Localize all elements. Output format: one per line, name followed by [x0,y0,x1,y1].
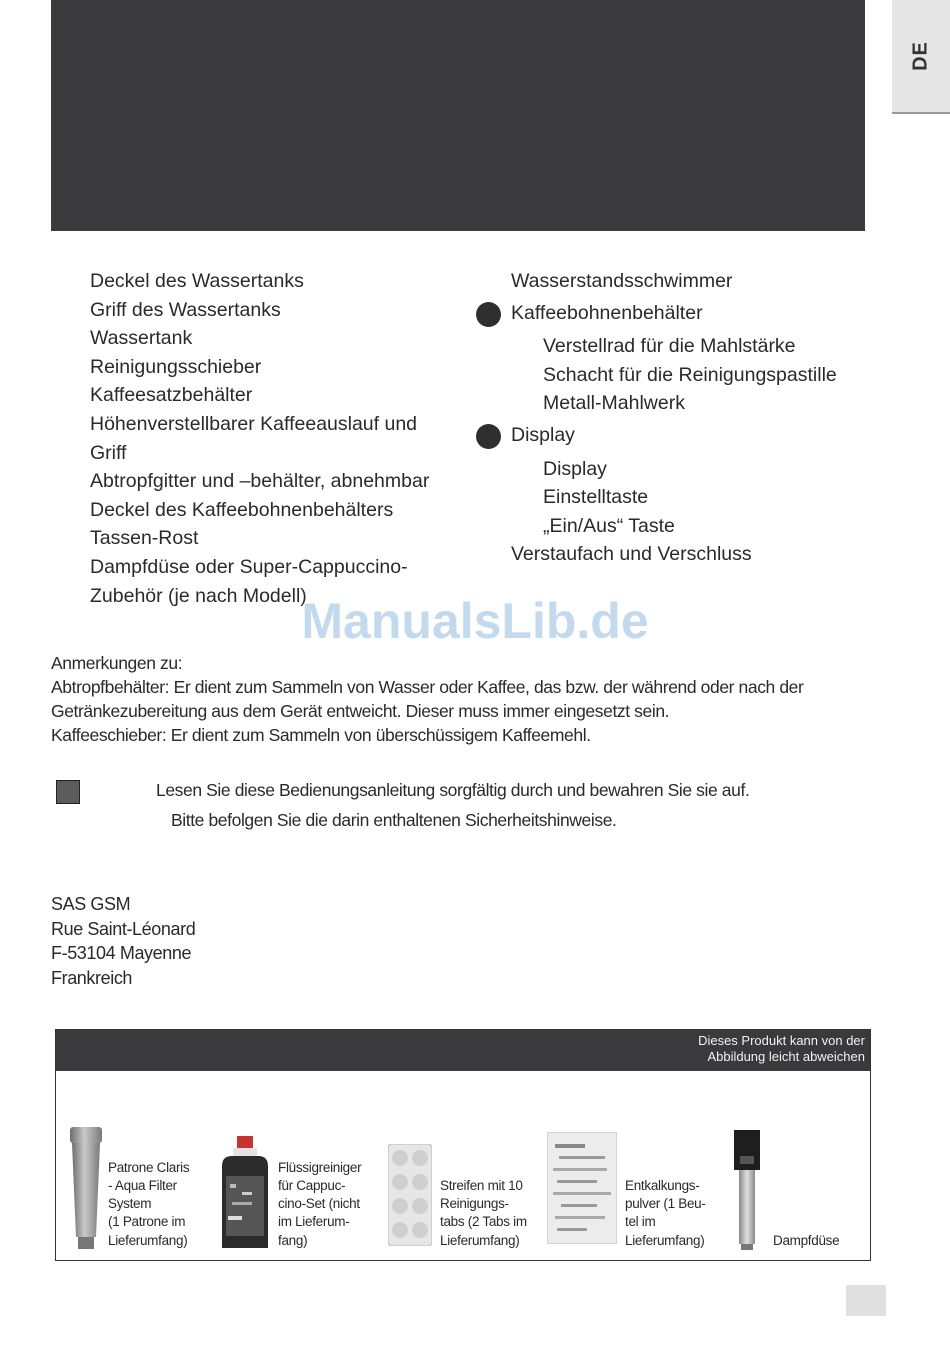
part-item: Dampfdüse oder Super-Cappuccino- [90,555,408,578]
accessory-text: Lieferumfang) [625,1232,705,1248]
accessory-text: Dampfdüse [773,1232,840,1248]
language-tab-label: DE [909,41,932,71]
accessories-header [56,1030,870,1071]
address-line: SAS GSM [51,894,131,914]
part-item: Griff [90,441,127,464]
accessory-text: (1 Patrone im [108,1214,186,1230]
part-item: Wassertank [90,327,193,350]
part-subitem: Einstelltaste [543,486,649,509]
warning-square-icon [56,780,80,804]
accessory-text: cino-Set (nicht [278,1196,360,1212]
part-group-title: Kaffeebohnenbehälter [511,301,703,324]
accessory-text: tabs (2 Tabs im [440,1214,527,1230]
accessories-box [55,1029,871,1261]
language-tab [892,0,950,114]
part-item: Deckel des Wassertanks [90,270,304,292]
part-group-bean-container [476,299,837,328]
accessory-item-descaler [625,1177,706,1250]
accessory-item-filter [108,1159,189,1250]
watermark: ManualsLib.de [301,593,649,649]
accessory-text: Streifen mit 10 [440,1177,523,1193]
address-line: Frankreich [51,967,133,988]
accessory-text: Entkalkungs- [625,1177,700,1193]
part-item: Abtropfgitter und –behälter, abnehmbar [90,470,430,493]
warning-line: Lesen Sie diese Bedienungsanleitung sorgfältig durch und bewahren Sie sie auf. [156,780,750,800]
part-item: Höhenverstellbarer Kaffeeauslauf und [90,412,418,435]
address-line: Rue Saint-Léonard [51,918,196,939]
accessory-text: Lieferumfang) [440,1232,520,1248]
accessories-disclaimer [698,1033,865,1065]
accessory-text: im Lieferum- [278,1214,350,1230]
header-dark-panel [51,0,865,231]
accessory-text: - Aqua Filter [108,1177,177,1193]
warning-line: Bitte befolgen Sie die darin enthaltenen Sicherheitshinweise. [171,810,617,830]
part-subitem: „Ein/Aus“ Taste [543,514,675,537]
part-item-float: Wasserstandsschwimmer [511,270,733,292]
manufacturer-address [51,892,195,990]
notes-line: Kaffeeschieber: Er dient zum Sammeln von überschüssigem Kaffeemehl. [51,725,591,745]
accessory-text: System [108,1196,152,1212]
part-item: Deckel des Kaffeebohnenbehälters [90,498,394,521]
steam-nozzle-icon [730,1130,764,1250]
part-subitem: Schacht für die Reinigungspastille [543,363,837,386]
accessory-item-steam-nozzle [773,1232,839,1250]
part-subitem: Verstellrad für die Mahlstärke [543,335,796,358]
part-item: Griff des Wassertanks [90,298,281,321]
accessory-text: Flüssigreiniger [278,1159,362,1175]
accessory-text: tel im [625,1214,656,1230]
disclaimer-line: Abbildung leicht abweichen [707,1049,865,1064]
notes-line: Abtropfbehälter: Er dient zum Sammeln von Wasser oder Kaffee, das bzw. der während oder nach der [51,677,804,697]
parts-list-right [476,267,837,569]
bullet-dot-icon [476,424,501,449]
notes-heading: Anmerkungen zu: [51,653,183,673]
accessory-text: für Cappuc- [278,1177,346,1193]
address-line: F-53104 Mayenne [51,943,192,963]
accessory-text: Reinigungs- [440,1196,509,1212]
notes-section [51,651,891,747]
accessory-text: pulver (1 Beu- [625,1196,706,1212]
accessory-item-tabs [440,1177,527,1250]
cleaning-tabs-icon [388,1144,432,1246]
part-group-display [476,421,837,450]
accessory-text: Patrone Claris [108,1159,190,1175]
notes-line: Getränkezubereitung aus dem Gerät entweicht. Dieser muss immer eingesetzt sein. [51,701,670,721]
cleaner-bottle-icon [220,1136,270,1248]
page-number-box [846,1285,886,1316]
part-item: Zubehör (je nach Modell) [90,584,307,607]
part-item: Reinigungsschieber [90,355,262,378]
descaling-packet-icon [547,1132,617,1244]
part-subitem: Metall-Mahlwerk [543,392,685,415]
part-item: Kaffeesatzbehälter [90,384,253,407]
bullet-dot-icon [476,302,501,327]
accessory-item-cleaner [278,1159,361,1250]
parts-list-left [90,267,429,610]
part-item-storage: Verstaufach und Verschluss [511,543,752,566]
filter-cartridge-icon [68,1127,104,1249]
disclaimer-line: Dieses Produkt kann von der [698,1033,865,1048]
part-subitem: Display [543,457,607,480]
accessory-text: Lieferumfang) [108,1232,188,1248]
part-item: Tassen-Rost [90,527,199,550]
part-group-title: Display [511,423,575,446]
accessory-text: fang) [278,1232,308,1248]
